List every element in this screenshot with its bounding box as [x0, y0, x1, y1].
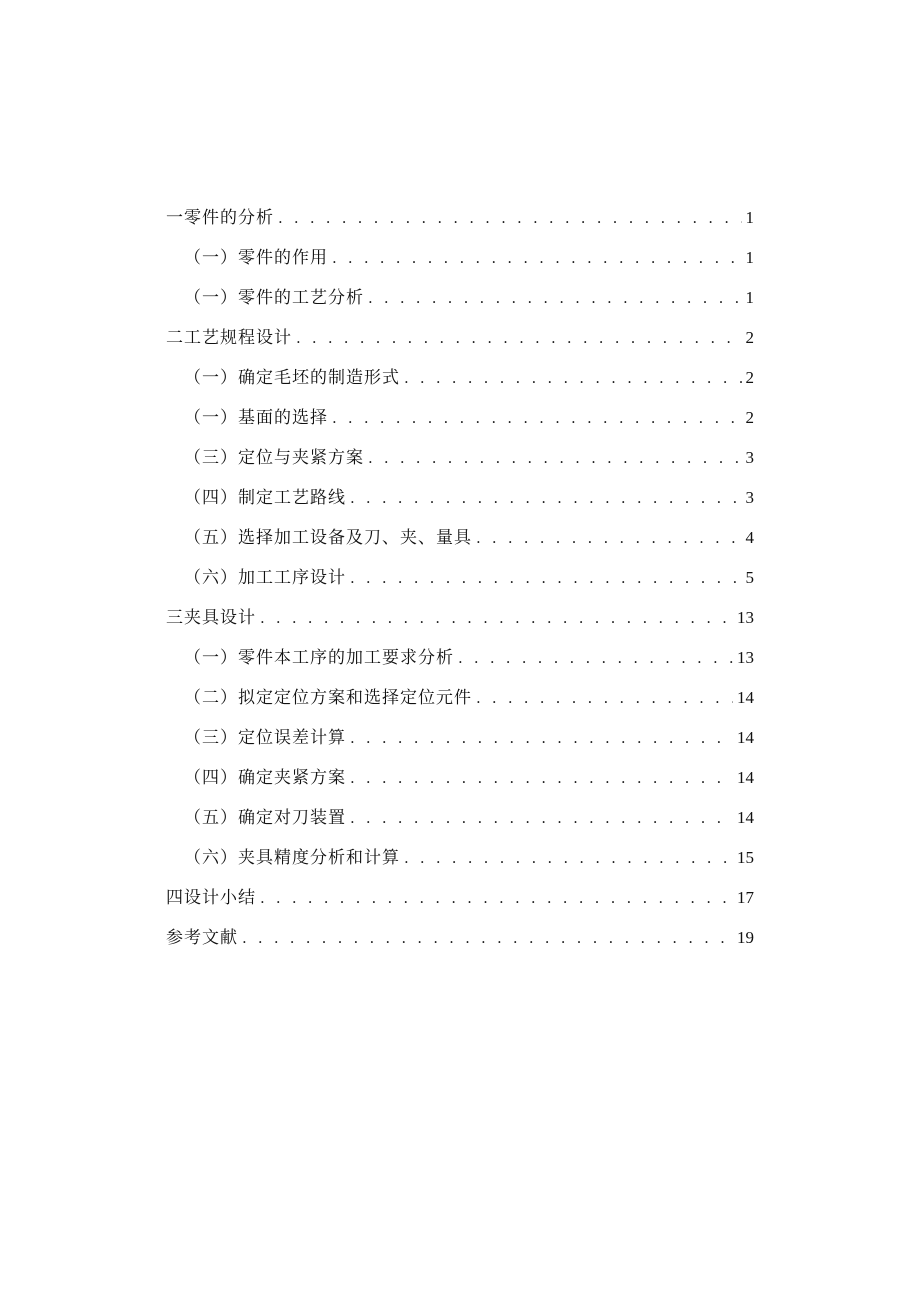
toc-entry-title: （一）零件的工艺分析	[184, 288, 364, 308]
toc-page-number: 13	[737, 608, 754, 627]
toc-entry-section[interactable]	[166, 678, 754, 718]
toc-entry-title: （二）拟定定位方案和选择定位元件	[184, 688, 472, 708]
toc-entry-section[interactable]	[166, 238, 754, 278]
toc-page-number: 15	[737, 848, 754, 867]
dot-leader	[260, 598, 733, 638]
toc-entry-references[interactable]	[166, 918, 754, 958]
toc-entry-section[interactable]	[166, 398, 754, 438]
toc-page-number: 3	[745, 488, 754, 507]
toc-page-number: 1	[745, 208, 754, 227]
dot-leader	[332, 238, 742, 278]
toc-page-number: 13	[737, 648, 754, 667]
toc-page-number: 2	[745, 408, 754, 427]
toc-entry-section[interactable]	[166, 438, 754, 478]
toc-entry-title: （一）零件本工序的加工要求分析	[184, 648, 454, 668]
toc-page-number: 3	[745, 448, 754, 467]
toc-page-number: 19	[737, 928, 754, 947]
dot-leader	[350, 798, 733, 838]
dot-leader	[278, 198, 742, 238]
toc-page-number: 1	[745, 248, 754, 267]
toc-page-number: 2	[745, 328, 754, 347]
toc-entry-title: （三）定位误差计算	[184, 728, 346, 748]
toc-entry-section[interactable]	[166, 358, 754, 398]
toc-entry-section[interactable]	[166, 798, 754, 838]
toc-entry-section[interactable]	[166, 638, 754, 678]
toc-page-number: 17	[737, 888, 754, 907]
dot-leader	[476, 678, 733, 718]
dot-leader	[332, 398, 742, 438]
toc-entry-title: （一）基面的选择	[184, 408, 328, 428]
dot-leader	[260, 878, 733, 918]
toc-page-number: 14	[737, 768, 754, 787]
toc-entry-title: 一零件的分析	[166, 208, 274, 228]
toc-entry-title: 三夹具设计	[166, 608, 256, 628]
dot-leader	[404, 838, 733, 878]
dot-leader	[242, 918, 733, 958]
toc-page-number: 2	[745, 368, 754, 387]
toc-page-number: 14	[737, 728, 754, 747]
toc-page-number: 5	[745, 568, 754, 587]
toc-entry-chapter-2[interactable]	[166, 318, 754, 358]
table-of-contents	[166, 198, 754, 958]
toc-entry-chapter-3[interactable]	[166, 598, 754, 638]
toc-page-number: 1	[745, 288, 754, 307]
toc-entry-title: （四）制定工艺路线	[184, 488, 346, 508]
toc-entry-chapter-1[interactable]	[166, 198, 754, 238]
dot-leader	[350, 718, 733, 758]
toc-entry-chapter-4[interactable]	[166, 878, 754, 918]
toc-entry-section[interactable]	[166, 758, 754, 798]
toc-entry-section[interactable]	[166, 718, 754, 758]
toc-entry-section[interactable]	[166, 478, 754, 518]
dot-leader	[368, 278, 742, 318]
toc-entry-section[interactable]	[166, 838, 754, 878]
toc-page-number: 4	[745, 528, 754, 547]
toc-entry-title: （六）夹具精度分析和计算	[184, 848, 400, 868]
toc-page-number: 14	[737, 808, 754, 827]
dot-leader	[296, 318, 742, 358]
toc-entry-title: 参考文献	[166, 928, 238, 948]
toc-entry-section[interactable]	[166, 518, 754, 558]
toc-entry-title: （五）确定对刀装置	[184, 808, 346, 828]
toc-entry-title: 二工艺规程设计	[166, 328, 292, 348]
toc-entry-title: （四）确定夹紧方案	[184, 768, 346, 788]
toc-entry-title: （五）选择加工设备及刀、夹、量具	[184, 528, 472, 548]
toc-entry-title: （六）加工工序设计	[184, 568, 346, 588]
toc-page-number: 14	[737, 688, 754, 707]
dot-leader	[350, 558, 742, 598]
dot-leader	[350, 478, 742, 518]
dot-leader	[350, 758, 733, 798]
toc-entry-title: （一）零件的作用	[184, 248, 328, 268]
toc-entry-title: （一）确定毛坯的制造形式	[184, 368, 400, 388]
toc-entry-title: （三）定位与夹紧方案	[184, 448, 364, 468]
dot-leader	[458, 638, 733, 678]
toc-entry-section[interactable]	[166, 278, 754, 318]
toc-entry-section[interactable]	[166, 558, 754, 598]
dot-leader	[476, 518, 742, 558]
toc-entry-title: 四设计小结	[166, 888, 256, 908]
dot-leader	[368, 438, 742, 478]
dot-leader	[404, 358, 742, 398]
